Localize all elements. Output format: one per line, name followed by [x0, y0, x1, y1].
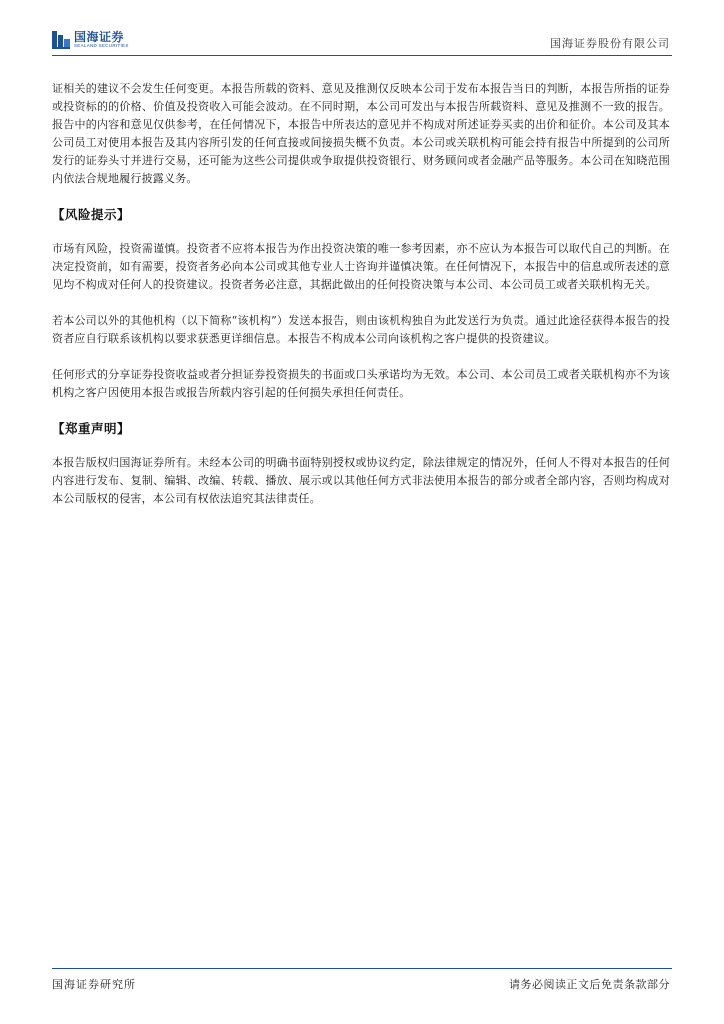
logo-english-name: SEALAND SECURITIES [74, 43, 129, 49]
footer-divider [52, 968, 672, 969]
header-divider [52, 55, 672, 56]
header-company-name: 国海证券股份有限公司 [550, 37, 670, 50]
risk-paragraph: 任何形式的分享证券投资收益或者分担证券投资损失的书面或口头承诺均为无效。本公司、本公司员工或者关联机构亦不为该机构之客户因使用本报告或报告所载内容引起的任何损失承担任何责任。 [52, 368, 670, 399]
footer-institute-name: 国海证券研究所 [52, 978, 136, 991]
document-body [52, 80, 670, 508]
footer-disclaimer-note: 请务必阅读正文后免责条款部分 [509, 978, 670, 991]
sealand-logo-icon [52, 31, 70, 49]
risk-paragraph: 市场有风险，投资需谨慎。投资者不应将本报告为作出投资决策的唯一参考因素，亦不应认为本报告可以取代自己的判断。在决定投资前，如有需要，投资者务必向本公司或其他专业人士咨询并谨慎决策。在任何情况下，本报告中的信息或所表述的意见均不构成对任何人的投资建议。投资者务必注意，其据此做出的任何投资决策与本公司、本公司员工或者关联机构无关。 [52, 242, 670, 291]
logo-chinese-name: 国海证券 [74, 30, 125, 45]
company-logo [52, 30, 129, 50]
intro-paragraph: 证相关的建议不会发生任何变更。本报告所载的资料、意见及推测仅反映本公司于发布本报告当日的判断，本报告所指的证券或投资标的的价格、价值及投资收入可能会波动。在不同时期，本公司可发出与本报告所载资料、意见及推测不一致的报告。报告中的内容和意见仅供参考，在任何情况下，本报告中所表达的意见并不构成对所述证券买卖的出价和征价。本公司及其本公司员工对使用本报告及其内容所引发的任何直接或间接损失概不负责。本公司或关联机构可能会持有报告中所提到的公司所发行的证券头寸并进行交易，还可能为这些公司提供或争取提供投资银行、财务顾问或者金融产品等服务。本公司在知晓范围内依法合规地履行披露义务。 [52, 82, 670, 185]
risk-warning-heading: 【风险提示】 [52, 207, 131, 222]
page-header [52, 28, 672, 52]
declaration-paragraph: 本报告版权归国海证券所有。未经本公司的明确书面特别授权或协议约定，除法律规定的情况外，任何人不得对本报告的任何内容进行发布、复制、编辑、改编、转载、播放、展示或以其他任何方式非法使用本报告的部分或者全部内容，否则均构成对本公司版权的侵害，本公司有权依法追究其法律责任。 [52, 456, 670, 505]
risk-paragraph: 若本公司以外的其他机构（以下简称“该机构”）发送本报告，则由该机构独自为此发送行为负责。通过此途径获得本报告的投资者应自行联系该机构以要求获悉更详细信息。本报告不构成本公司向该机构之客户提供的投资建议。 [52, 314, 670, 345]
logo-wordmark [74, 31, 129, 49]
solemn-declaration-heading: 【郑重声明】 [52, 421, 131, 436]
